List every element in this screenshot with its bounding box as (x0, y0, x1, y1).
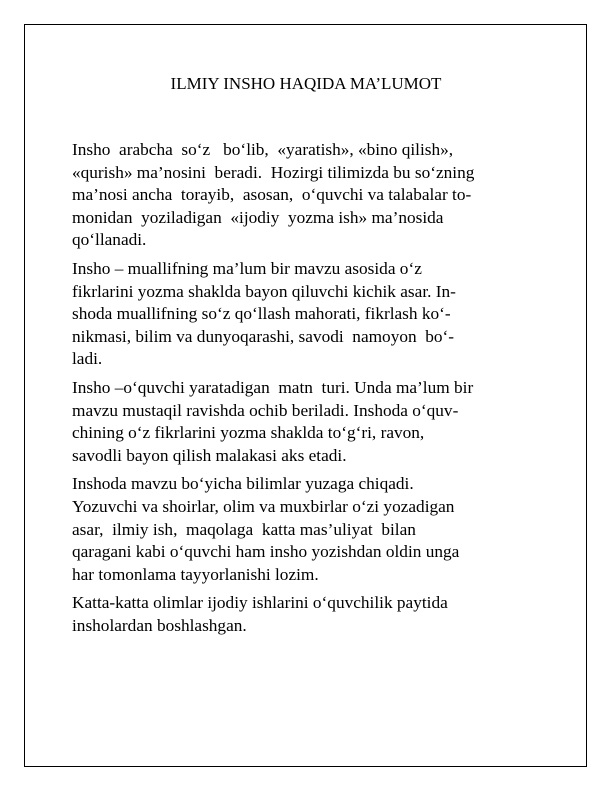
text-line: Insho – muallifning ma’lum bir mavzu asosida o‘z (72, 258, 422, 278)
text-line: savodli bayon qilish malakasi aks etadi. (72, 445, 347, 465)
text-line: «qurish» ma’nosini beradi. Hozirgi tilimizda bu so‘zning (72, 162, 475, 182)
paragraph-2 (72, 258, 552, 371)
paragraph-3 (72, 377, 552, 467)
text-line: Insho arabcha so‘z bo‘lib, «yaratish», «bino qilish», (72, 140, 454, 159)
text-line: Katta-katta olimlar ijodiy ishlarini o‘quvchilik paytida (72, 593, 448, 613)
text-line: monidan yoziladigan «ijodiy yozma ish» ma’nosida (72, 207, 444, 227)
document-body (72, 139, 552, 643)
paragraph-1 (72, 139, 552, 252)
text-line: nikmasi, bilim va dunyoqarashi, savodi namoyon bo‘- (72, 326, 455, 346)
paragraph-4 (72, 473, 552, 586)
text-line: mavzu mustaqil ravishda ochib beriladi. Inshoda o‘quv- (72, 400, 459, 420)
document-title: ILMIY INSHO HAQIDA MA’LUMOT (170, 74, 442, 93)
text-line: qo‘llanadi. (72, 230, 147, 250)
text-line: ladi. (72, 349, 103, 369)
text-line: shoda muallifning so‘z qo‘llash mahorati, fikrlash ko‘- (72, 304, 451, 324)
paragraph-5 (72, 592, 552, 637)
text-line: chining o‘z fikrlarini yozma shaklda to‘g‘ri, ravon, (72, 423, 425, 443)
text-line: asar, ilmiy ish, maqolaga katta mas’uliyat bilan (72, 519, 416, 539)
text-line: Insho –o‘quvchi yaratadigan matn turi. Unda ma’lum bir (72, 377, 474, 397)
text-line: Inshoda mavzu bo‘yicha bilimlar yuzaga chiqadi. (72, 474, 414, 494)
text-line: har tomonlama tayyorlanishi lozim. (72, 564, 319, 584)
text-line: fikrlarini yozma shaklda bayon qiluvchi kichik asar. In- (72, 281, 456, 301)
text-line: insholardan boshlashgan. (72, 615, 247, 635)
text-line: Yozuvchi va shoirlar, olim va muxbirlar o‘zi yozadigan (72, 496, 455, 516)
text-line: ma’nosi ancha torayib, asosan, o‘quvchi va talabalar to- (72, 185, 472, 205)
text-line: qaragani kabi o‘quvchi ham insho yozishdan oldin unga (72, 542, 460, 562)
